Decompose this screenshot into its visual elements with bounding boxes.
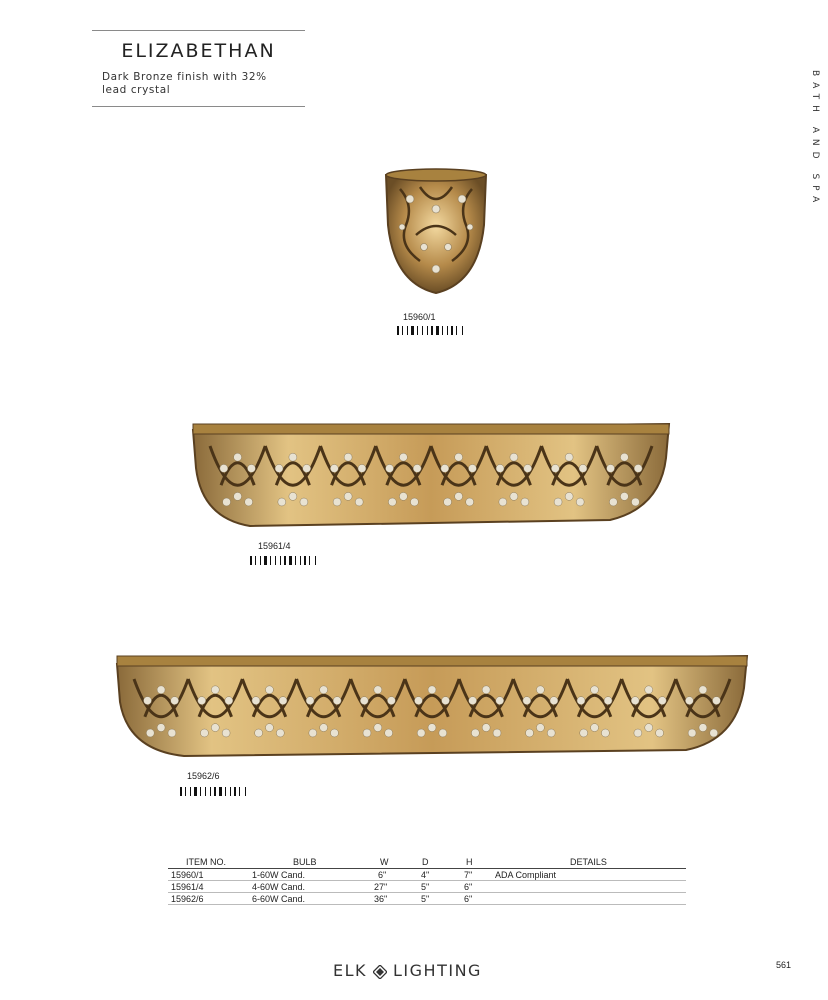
spec-table-header: [168, 856, 686, 869]
crystal-bead: [428, 724, 436, 732]
crystal-bead: [386, 464, 394, 472]
barcode-bar: [232, 787, 233, 796]
barcode-bar: [183, 787, 184, 796]
crystal-bead: [699, 686, 707, 694]
header-h: H: [466, 857, 473, 867]
barcode-15962-6: [180, 787, 249, 796]
crystal-bead: [344, 453, 352, 461]
fixture-image-15961-4: [190, 418, 672, 530]
section-side-label: BATH AND SPA: [810, 70, 820, 209]
fixture-image-15962-6: [114, 652, 750, 760]
product-code-2: 15961/4: [258, 541, 291, 551]
row-bulb: 4-60W Cand.: [252, 882, 306, 892]
barcode-bar: [192, 787, 193, 796]
barcode-bar: [404, 326, 406, 335]
crystal-bead: [712, 697, 720, 705]
crystal-bead: [330, 464, 338, 472]
barcode-bar: [280, 556, 281, 565]
barcode-bar: [415, 326, 416, 335]
crystal-bead: [645, 686, 653, 694]
barcode-bar: [434, 326, 435, 335]
barcode-bar: [202, 787, 204, 796]
header-bulb: BULB: [293, 857, 317, 867]
row-d: 4": [421, 870, 430, 880]
crystal-bead: [565, 492, 573, 500]
barcode-bar: [424, 326, 426, 335]
crystal-bead: [198, 697, 206, 705]
product-code-1: 15960/1: [403, 312, 436, 322]
crystal-bead: [387, 697, 395, 705]
barcode-bar: [264, 556, 267, 565]
barcode-bar: [185, 787, 186, 796]
crystal-bead: [245, 498, 253, 506]
crystal-bead: [496, 697, 504, 705]
barcode-bar: [315, 556, 316, 565]
crystal-bead: [168, 729, 176, 737]
barcode-bar: [284, 556, 286, 565]
crystal-bead: [468, 464, 476, 472]
crystal-bead: [211, 686, 219, 694]
crystal-bead: [344, 492, 352, 500]
crystal-bead: [320, 686, 328, 694]
crystal-bead: [399, 492, 407, 500]
header-top-rule: [92, 30, 305, 31]
crystal-bead: [417, 729, 425, 737]
barcode-bar: [407, 326, 408, 335]
barcode-bar: [440, 326, 441, 335]
barcode-bar: [304, 556, 306, 565]
barcode-bar: [223, 787, 224, 796]
barcode-bar: [419, 326, 421, 335]
crystal-bead: [455, 453, 463, 461]
row-h: 6": [464, 894, 473, 904]
page-number: 561: [776, 960, 792, 970]
crystal-bead: [634, 729, 642, 737]
barcode-bar: [255, 556, 256, 565]
barcode-bar: [277, 556, 279, 565]
row-d: 5": [421, 882, 430, 892]
crystal-bead: [551, 464, 559, 472]
barcode-bar: [429, 326, 430, 335]
row-item: 15960/1: [171, 870, 204, 880]
crystal-bead: [374, 724, 382, 732]
barcode-bar: [289, 556, 292, 565]
crystal-bead: [413, 464, 421, 472]
barcode-bar: [190, 787, 191, 796]
barcode-bar: [427, 326, 428, 335]
barcode-bar: [219, 787, 222, 796]
crystal-bead: [374, 686, 382, 694]
crystal-bead: [565, 453, 573, 461]
barcode-bar: [464, 326, 466, 335]
spec-table: [168, 856, 686, 905]
barcode-bar: [180, 787, 182, 796]
barcode-bar: [411, 326, 414, 335]
crystal-bead: [252, 697, 260, 705]
crystal-bead: [591, 686, 599, 694]
header-item: ITEM NO.: [186, 857, 226, 867]
table-row: [168, 881, 686, 893]
crystal-bead: [526, 729, 534, 737]
crystal-bead: [499, 498, 507, 506]
crystal-bead: [580, 729, 588, 737]
crystal-bead: [710, 729, 718, 737]
crystal-bead: [333, 498, 341, 506]
brand-logo: [333, 961, 482, 980]
header-details: DETAILS: [570, 857, 607, 867]
row-bulb: 6-60W Cand.: [252, 894, 306, 904]
crystal-bead: [524, 464, 532, 472]
barcode-bar: [297, 556, 299, 565]
crystal-bead: [510, 492, 518, 500]
crystal-bead: [428, 686, 436, 694]
crystal-bead: [455, 492, 463, 500]
crystal-bead: [536, 686, 544, 694]
crystal-bead: [289, 492, 297, 500]
crystal-bead: [688, 729, 696, 737]
barcode-bar: [431, 326, 433, 335]
crystal-bead: [220, 464, 228, 472]
crystal-bead: [330, 729, 338, 737]
row-bulb: 1-60W Cand.: [252, 870, 306, 880]
page-title: ELIZABETHAN: [121, 40, 276, 62]
barcode-bar: [230, 787, 231, 796]
barcode-bar: [214, 787, 216, 796]
crystal-bead: [300, 498, 308, 506]
brand-name-right: LIGHTING: [393, 961, 482, 980]
crystal-bead: [685, 697, 693, 705]
barcode-bar: [217, 787, 218, 796]
crystal-bead: [200, 729, 208, 737]
barcode-bar: [400, 326, 401, 335]
header-d: D: [422, 857, 429, 867]
crystal-bead: [469, 697, 477, 705]
crystal-bead: [278, 498, 286, 506]
crystal-bead: [577, 697, 585, 705]
crystal-bead: [309, 729, 317, 737]
barcode-bar: [293, 556, 294, 565]
barcode-bar: [227, 787, 229, 796]
crystal-bead: [363, 729, 371, 737]
barcode-bar: [270, 556, 271, 565]
header-bottom-rule: [92, 106, 305, 107]
barcode-bar: [282, 556, 283, 565]
row-details: ADA Compliant: [495, 870, 557, 880]
barcode-15961-4: [250, 556, 319, 565]
barcode-bar: [409, 326, 410, 335]
crystal-bead: [656, 729, 664, 737]
barcode-bar: [212, 787, 213, 796]
crystal-bead: [645, 724, 653, 732]
crystal-bead: [358, 464, 366, 472]
crystal-bead: [607, 464, 615, 472]
crystal-bead: [496, 464, 504, 472]
crystal-bead: [471, 729, 479, 737]
diamond-icon: [373, 964, 387, 978]
barcode-bar: [307, 556, 308, 565]
barcode-bar: [287, 556, 288, 565]
crystal-bead: [536, 724, 544, 732]
row-item: 15961/4: [171, 882, 204, 892]
crystal-bead: [171, 697, 179, 705]
crystal-bead: [631, 697, 639, 705]
barcode-bar: [302, 556, 303, 565]
barcode-bar: [187, 787, 189, 796]
crystal-bead: [255, 729, 263, 737]
barcode-bar: [250, 556, 252, 565]
barcode-bar: [234, 787, 236, 796]
barcode-bar: [275, 556, 276, 565]
crystal-bead: [699, 724, 707, 732]
brand-name-left: ELK: [333, 961, 368, 980]
crystal-bead: [211, 724, 219, 732]
barcode-bar: [268, 556, 269, 565]
barcode-bar: [309, 556, 310, 565]
crystal-bead: [609, 498, 617, 506]
barcode-bar: [200, 787, 201, 796]
barcode-bar: [194, 787, 197, 796]
row-w: 6": [378, 870, 387, 880]
crystal-bead: [333, 697, 341, 705]
barcode-bar: [262, 556, 263, 565]
crystal-bead: [410, 498, 418, 506]
table-row: [168, 893, 686, 905]
crystal-bead: [547, 729, 555, 737]
barcode-bar: [402, 326, 403, 335]
crystal-bead: [265, 686, 273, 694]
crystal-bead: [620, 492, 628, 500]
barcode-bar: [237, 787, 238, 796]
crystal-bead: [385, 729, 393, 737]
crystal-bead: [442, 697, 450, 705]
crystal-bead: [510, 453, 518, 461]
crystal-bead: [591, 724, 599, 732]
crystal-bead: [146, 729, 154, 737]
crystal-bead: [234, 492, 242, 500]
barcode-bar: [239, 787, 240, 796]
table-row: [168, 869, 686, 881]
crystal-bead: [493, 729, 501, 737]
barcode-bar: [245, 787, 246, 796]
barcode-bar: [458, 326, 461, 335]
crystal-bead: [634, 464, 642, 472]
row-h: 7": [464, 870, 473, 880]
row-w: 27": [374, 882, 388, 892]
barcode-bar: [198, 787, 199, 796]
crystal-bead: [604, 697, 612, 705]
barcode-bar: [311, 556, 314, 565]
barcode-bar: [205, 787, 206, 796]
crystal-bead: [223, 498, 231, 506]
row-d: 5": [421, 894, 430, 904]
crystal-bead: [157, 724, 165, 732]
barcode-bar: [397, 326, 399, 335]
crystal-bead: [554, 498, 562, 506]
crystal-bead: [576, 498, 584, 506]
barcode-bar: [436, 326, 439, 335]
crystal-bead: [482, 724, 490, 732]
crystal-bead: [579, 464, 587, 472]
crystal-bead: [289, 453, 297, 461]
crystal-bead: [222, 729, 230, 737]
barcode-bar: [241, 787, 244, 796]
crystal-bead: [225, 697, 233, 705]
crystal-bead: [441, 464, 449, 472]
barcode-bar: [456, 326, 457, 335]
barcode-bar: [260, 556, 261, 565]
crystal-bead: [444, 498, 452, 506]
crystal-bead: [482, 686, 490, 694]
barcode-bar: [257, 556, 259, 565]
crystal-bead: [601, 729, 609, 737]
crystal-bead: [275, 464, 283, 472]
crystal-bead: [466, 498, 474, 506]
crystal-bead: [388, 498, 396, 506]
crystal-bead: [550, 697, 558, 705]
crystal-bead: [279, 697, 287, 705]
crystal-bead: [320, 724, 328, 732]
barcode-bar: [272, 556, 274, 565]
barcode-15960-1: [397, 326, 466, 335]
crystal-bead: [144, 697, 152, 705]
barcode-bar: [451, 326, 453, 335]
page-subtitle: [102, 71, 302, 97]
crystal-bead: [265, 724, 273, 732]
crystal-bead: [360, 697, 368, 705]
barcode-bar: [449, 326, 450, 335]
crystal-bead: [234, 453, 242, 461]
barcode-bar: [225, 787, 226, 796]
subtitle-line-2: lead crystal: [102, 84, 171, 96]
barcode-bar: [207, 787, 209, 796]
row-item: 15962/6: [171, 894, 204, 904]
barcode-bar: [247, 787, 249, 796]
subtitle-line-1: Dark Bronze finish with 32%: [102, 71, 267, 83]
row-w: 36": [374, 894, 388, 904]
crystal-bead: [355, 498, 363, 506]
crystal-bead: [620, 453, 628, 461]
fixture-image-15960-1: [380, 165, 492, 300]
barcode-bar: [442, 326, 443, 335]
barcode-bar: [317, 556, 319, 565]
barcode-bar: [444, 326, 446, 335]
barcode-bar: [417, 326, 418, 335]
barcode-bar: [422, 326, 423, 335]
barcode-bar: [295, 556, 296, 565]
barcode-bar: [462, 326, 463, 335]
crystal-bead: [399, 453, 407, 461]
row-h: 6": [464, 882, 473, 892]
crystal-bead: [306, 697, 314, 705]
barcode-bar: [210, 787, 211, 796]
crystal-bead: [276, 729, 284, 737]
crystal-bead: [521, 498, 529, 506]
barcode-bar: [300, 556, 301, 565]
crystal-bead: [303, 464, 311, 472]
crystal-bead: [631, 498, 639, 506]
crystal-bead: [414, 697, 422, 705]
crystal-bead: [247, 464, 255, 472]
crystal-bead: [157, 686, 165, 694]
crystal-bead: [439, 729, 447, 737]
barcode-bar: [253, 556, 254, 565]
barcode-bar: [454, 326, 455, 335]
barcode-bar: [447, 326, 448, 335]
crystal-bead: [658, 697, 666, 705]
header-w: W: [380, 857, 389, 867]
crystal-bead: [523, 697, 531, 705]
product-code-3: 15962/6: [187, 771, 220, 781]
